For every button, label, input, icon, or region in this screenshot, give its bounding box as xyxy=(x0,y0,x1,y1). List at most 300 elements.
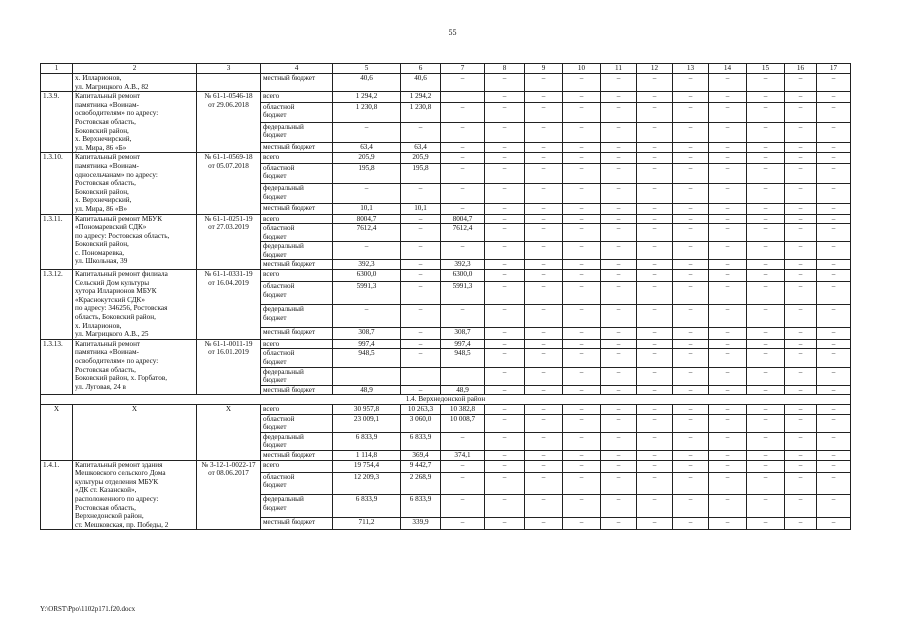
value-col8: – xyxy=(485,153,525,164)
value-col11: – xyxy=(601,460,637,472)
value-col8: – xyxy=(485,203,525,214)
value-col10: – xyxy=(563,460,601,472)
budget-type-cell: областной бюджет xyxy=(261,414,333,432)
value-col10: – xyxy=(563,242,601,260)
value-col8: – xyxy=(485,432,525,450)
value-col5: 23 009,1 xyxy=(333,414,401,432)
value-col8: – xyxy=(485,74,525,92)
budget-type-cell: федеральный бюджет xyxy=(261,367,333,385)
value-col5: 1 230,8 xyxy=(333,102,401,122)
document-cell: № 61-1-0331-19 от 16.04.2019 xyxy=(197,270,261,340)
value-col7 xyxy=(441,367,485,385)
budget-type-cell: всего xyxy=(261,404,333,414)
value-col13: – xyxy=(673,142,709,153)
value-col15: – xyxy=(747,74,785,92)
value-col12: – xyxy=(637,304,673,327)
value-col5: 195,8 xyxy=(333,163,401,183)
value-col16: – xyxy=(785,214,817,224)
row-number-cell: Х xyxy=(41,404,73,460)
value-col9: – xyxy=(525,74,563,92)
value-col14: – xyxy=(709,153,747,164)
value-col17: – xyxy=(817,92,851,103)
value-col12: – xyxy=(637,74,673,92)
value-col10: – xyxy=(563,304,601,327)
value-col14: – xyxy=(709,260,747,270)
value-col17: – xyxy=(817,260,851,270)
value-col6: 6 833,9 xyxy=(401,432,441,450)
value-col6: 195,8 xyxy=(401,163,441,183)
budget-type-cell: местный бюджет xyxy=(261,450,333,460)
value-col7: – xyxy=(441,432,485,450)
value-col8: – xyxy=(485,282,525,305)
value-col12: – xyxy=(637,92,673,103)
value-col8: – xyxy=(485,142,525,153)
value-col14: – xyxy=(709,432,747,450)
value-col15: – xyxy=(747,260,785,270)
budget-type-cell: федеральный бюджет xyxy=(261,183,333,203)
value-col16: – xyxy=(785,367,817,385)
value-col14: – xyxy=(709,214,747,224)
value-col17: – xyxy=(817,163,851,183)
value-col17: – xyxy=(817,242,851,260)
value-col15: – xyxy=(747,203,785,214)
value-col11: – xyxy=(601,242,637,260)
value-col10: – xyxy=(563,472,601,495)
value-col14: – xyxy=(709,183,747,203)
value-col7 xyxy=(441,92,485,103)
value-col9: – xyxy=(525,92,563,103)
column-header: 12 xyxy=(637,64,673,74)
row-number-cell: 1.3.9. xyxy=(41,92,73,153)
value-col9: – xyxy=(525,432,563,450)
value-col5: 392,3 xyxy=(333,260,401,270)
row-number-cell: 1.3.13. xyxy=(41,339,73,395)
value-col8: – xyxy=(485,385,525,395)
value-col5: 8004,7 xyxy=(333,214,401,224)
value-col11: – xyxy=(601,260,637,270)
value-col10: – xyxy=(563,102,601,122)
value-col14: – xyxy=(709,339,747,349)
value-col17: – xyxy=(817,349,851,367)
column-header: 15 xyxy=(747,64,785,74)
value-col10: – xyxy=(563,203,601,214)
value-col7: – xyxy=(441,142,485,153)
object-name-cell: Капитальный ремонт памятника «Воинам- односельчанам» по адресу: Ростовская область, Боковский район, х. Верхнечирский, ул. Мира, 86 «В» xyxy=(73,153,197,214)
value-col16: – xyxy=(785,142,817,153)
value-col6: – xyxy=(401,214,441,224)
value-col6: 339,9 xyxy=(401,518,441,530)
value-col6: 63,4 xyxy=(401,142,441,153)
value-col8: – xyxy=(485,450,525,460)
value-col12: – xyxy=(637,472,673,495)
value-col16: – xyxy=(785,327,817,339)
table-row xyxy=(41,153,851,164)
value-col5: – xyxy=(333,183,401,203)
header-row xyxy=(41,64,851,74)
value-col13: – xyxy=(673,414,709,432)
value-col10: – xyxy=(563,163,601,183)
document-cell: № 61-1-0569-18 от 05.07.2018 xyxy=(197,153,261,214)
value-col6: – xyxy=(401,304,441,327)
value-col15: – xyxy=(747,142,785,153)
value-col13: – xyxy=(673,214,709,224)
value-col6: 10,1 xyxy=(401,203,441,214)
value-col7: 392,3 xyxy=(441,260,485,270)
value-col13: – xyxy=(673,450,709,460)
column-header: 7 xyxy=(441,64,485,74)
value-col11: – xyxy=(601,339,637,349)
budget-type-cell: местный бюджет xyxy=(261,385,333,395)
value-col7: – xyxy=(441,74,485,92)
value-col5: 6 833,9 xyxy=(333,432,401,450)
value-col17: – xyxy=(817,367,851,385)
value-col6: 369,4 xyxy=(401,450,441,460)
value-col16: – xyxy=(785,432,817,450)
value-col17: – xyxy=(817,270,851,282)
value-col15: – xyxy=(747,385,785,395)
value-col16: – xyxy=(785,304,817,327)
value-col16: – xyxy=(785,349,817,367)
value-col15: – xyxy=(747,472,785,495)
value-col5: 711,2 xyxy=(333,518,401,530)
value-col11: – xyxy=(601,304,637,327)
column-header: 17 xyxy=(817,64,851,74)
budget-type-cell: федеральный бюджет xyxy=(261,432,333,450)
value-col8: – xyxy=(485,339,525,349)
value-col10: – xyxy=(563,327,601,339)
budget-type-cell: федеральный бюджет xyxy=(261,304,333,327)
value-col13: – xyxy=(673,224,709,242)
budget-type-cell: всего xyxy=(261,92,333,103)
value-col12: – xyxy=(637,327,673,339)
object-name-cell: Капитальный ремонт МБУК «Пономаревский СДК» по адресу: Ростовская область, Боковский район, с. Пономаревка, ул. Школьная, 39 xyxy=(73,214,197,270)
value-col11: – xyxy=(601,92,637,103)
value-col9: – xyxy=(525,183,563,203)
value-col11: – xyxy=(601,153,637,164)
value-col6: – xyxy=(401,183,441,203)
budget-type-cell: всего xyxy=(261,270,333,282)
value-col10: – xyxy=(563,122,601,142)
value-col17: – xyxy=(817,142,851,153)
value-col16: – xyxy=(785,163,817,183)
value-col8: – xyxy=(485,242,525,260)
value-col8: – xyxy=(485,304,525,327)
value-col9: – xyxy=(525,450,563,460)
value-col8: – xyxy=(485,518,525,530)
value-col7: – xyxy=(441,472,485,495)
value-col12: – xyxy=(637,414,673,432)
value-col12: – xyxy=(637,102,673,122)
value-col9: – xyxy=(525,414,563,432)
value-col11: – xyxy=(601,163,637,183)
value-col11: – xyxy=(601,102,637,122)
value-col8: – xyxy=(485,472,525,495)
value-col16: – xyxy=(785,92,817,103)
column-header: 13 xyxy=(673,64,709,74)
value-col13: – xyxy=(673,153,709,164)
row-number-cell xyxy=(41,74,73,92)
value-col8: – xyxy=(485,404,525,414)
value-col13: – xyxy=(673,92,709,103)
budget-type-cell: всего xyxy=(261,339,333,349)
value-col11: – xyxy=(601,414,637,432)
value-col8: – xyxy=(485,460,525,472)
value-col12: – xyxy=(637,282,673,305)
value-col10: – xyxy=(563,414,601,432)
value-col9: – xyxy=(525,163,563,183)
value-col15: – xyxy=(747,122,785,142)
value-col15: – xyxy=(747,270,785,282)
value-col7: 308,7 xyxy=(441,327,485,339)
table-row xyxy=(41,339,851,349)
value-col6: 9 442,7 xyxy=(401,460,441,472)
column-header: 8 xyxy=(485,64,525,74)
value-col5: – xyxy=(333,304,401,327)
value-col10: – xyxy=(563,385,601,395)
value-col6 xyxy=(401,367,441,385)
value-col14: – xyxy=(709,242,747,260)
value-col15: – xyxy=(747,367,785,385)
value-col15: – xyxy=(747,327,785,339)
value-col6: – xyxy=(401,327,441,339)
value-col5: 6300,0 xyxy=(333,270,401,282)
value-col16: – xyxy=(785,460,817,472)
value-col10: – xyxy=(563,214,601,224)
budget-type-cell: областной бюджет xyxy=(261,349,333,367)
value-col12: – xyxy=(637,214,673,224)
value-col10: – xyxy=(563,339,601,349)
value-col9: – xyxy=(525,224,563,242)
value-col16: – xyxy=(785,385,817,395)
row-number-cell: 1.4.1. xyxy=(41,460,73,530)
column-header: 1 xyxy=(41,64,73,74)
row-number-cell: 1.3.10. xyxy=(41,153,73,214)
value-col15: – xyxy=(747,339,785,349)
value-col15: – xyxy=(747,414,785,432)
table-row xyxy=(41,214,851,224)
value-col15: – xyxy=(747,450,785,460)
value-col13: – xyxy=(673,242,709,260)
value-col10: – xyxy=(563,224,601,242)
value-col12: – xyxy=(637,270,673,282)
value-col13: – xyxy=(673,367,709,385)
value-col7: – xyxy=(441,460,485,472)
value-col13: – xyxy=(673,102,709,122)
row-number-cell: 1.3.11. xyxy=(41,214,73,270)
value-col14: – xyxy=(709,404,747,414)
value-col7: 948,5 xyxy=(441,349,485,367)
value-col12: – xyxy=(637,163,673,183)
value-col7: 8004,7 xyxy=(441,214,485,224)
value-col8: – xyxy=(485,92,525,103)
value-col6: – xyxy=(401,270,441,282)
value-col9: – xyxy=(525,304,563,327)
table-body xyxy=(41,64,851,530)
value-col12: – xyxy=(637,349,673,367)
value-col16: – xyxy=(785,518,817,530)
value-col16: – xyxy=(785,270,817,282)
column-header: 6 xyxy=(401,64,441,74)
value-col10: – xyxy=(563,74,601,92)
value-col7: – xyxy=(441,183,485,203)
value-col11: – xyxy=(601,367,637,385)
value-col17: – xyxy=(817,327,851,339)
value-col14: – xyxy=(709,472,747,495)
value-col14: – xyxy=(709,304,747,327)
value-col10: – xyxy=(563,270,601,282)
value-col14: – xyxy=(709,92,747,103)
value-col12: – xyxy=(637,432,673,450)
object-name-cell: Капитальный ремонт филиала Сельский Дом культуры хутора Илларионов МБУК «Краснокутский СДК» по адресу: 346256, Ростовская область, Боковский район, х. Илларионов, ул. Магрицкого А.В., 25 xyxy=(73,270,197,340)
value-col16: – xyxy=(785,260,817,270)
value-col5: 308,7 xyxy=(333,327,401,339)
page-number: 55 xyxy=(448,28,457,37)
object-name-cell: Капитальный ремонт памятника «Воинам- освободителям» по адресу: Ростовская область, Боковский район, х. Верхнечирский, ул. Мира, 86 «Б» xyxy=(73,92,197,153)
value-col15: – xyxy=(747,163,785,183)
document-cell: № 61-1-0011-19 от 16.01.2019 xyxy=(197,339,261,395)
value-col12: – xyxy=(637,242,673,260)
value-col12: – xyxy=(637,122,673,142)
value-col13: – xyxy=(673,74,709,92)
value-col7: – xyxy=(441,242,485,260)
value-col15: – xyxy=(747,242,785,260)
value-col16: – xyxy=(785,282,817,305)
value-col16: – xyxy=(785,450,817,460)
value-col7: 48,9 xyxy=(441,385,485,395)
value-col17: – xyxy=(817,304,851,327)
section-title: 1.4. Верхнедонской район xyxy=(41,395,851,405)
value-col15: – xyxy=(747,495,785,518)
value-col8: – xyxy=(485,327,525,339)
value-col5: 10,1 xyxy=(333,203,401,214)
value-col9: – xyxy=(525,270,563,282)
value-col16: – xyxy=(785,153,817,164)
value-col11: – xyxy=(601,495,637,518)
value-col12: – xyxy=(637,385,673,395)
value-col7: – xyxy=(441,153,485,164)
value-col9: – xyxy=(525,367,563,385)
value-col15: – xyxy=(747,432,785,450)
value-col6: 10 263,3 xyxy=(401,404,441,414)
value-col16: – xyxy=(785,495,817,518)
value-col14: – xyxy=(709,327,747,339)
value-col8: – xyxy=(485,414,525,432)
value-col15: – xyxy=(747,183,785,203)
value-col11: – xyxy=(601,518,637,530)
value-col12: – xyxy=(637,203,673,214)
value-col9: – xyxy=(525,242,563,260)
value-col10: – xyxy=(563,183,601,203)
value-col13: – xyxy=(673,260,709,270)
value-col8: – xyxy=(485,260,525,270)
value-col15: – xyxy=(747,153,785,164)
value-col9: – xyxy=(525,153,563,164)
value-col11: – xyxy=(601,432,637,450)
value-col14: – xyxy=(709,142,747,153)
document-cell: № 61-1-0251-19 от 27.03.2019 xyxy=(197,214,261,270)
value-col10: – xyxy=(563,92,601,103)
value-col10: – xyxy=(563,450,601,460)
value-col16: – xyxy=(785,404,817,414)
column-header: 5 xyxy=(333,64,401,74)
value-col17: – xyxy=(817,282,851,305)
value-col10: – xyxy=(563,495,601,518)
budget-type-cell: местный бюджет xyxy=(261,74,333,92)
value-col14: – xyxy=(709,495,747,518)
value-col11: – xyxy=(601,282,637,305)
value-col9: – xyxy=(525,349,563,367)
value-col6: – xyxy=(401,224,441,242)
value-col14: – xyxy=(709,203,747,214)
value-col17: – xyxy=(817,472,851,495)
value-col5: 5991,3 xyxy=(333,282,401,305)
value-col7: – xyxy=(441,102,485,122)
value-col14: – xyxy=(709,460,747,472)
value-col6: 205,9 xyxy=(401,153,441,164)
value-col7: – xyxy=(441,518,485,530)
value-col8: – xyxy=(485,270,525,282)
value-col6: – xyxy=(401,349,441,367)
value-col17: – xyxy=(817,518,851,530)
table-row xyxy=(41,460,851,472)
table-row xyxy=(41,92,851,103)
value-col5: 7612,4 xyxy=(333,224,401,242)
budget-type-cell: всего xyxy=(261,153,333,164)
document-cell: № 3-12-1-0022-17 от 08.06.2017 xyxy=(197,460,261,530)
value-col13: – xyxy=(673,339,709,349)
budget-type-cell: местный бюджет xyxy=(261,142,333,153)
value-col8: – xyxy=(485,183,525,203)
column-header: 11 xyxy=(601,64,637,74)
value-col16: – xyxy=(785,74,817,92)
value-col14: – xyxy=(709,224,747,242)
value-col9: – xyxy=(525,385,563,395)
value-col6: – xyxy=(401,242,441,260)
value-col7: – xyxy=(441,122,485,142)
value-col6: – xyxy=(401,385,441,395)
value-col11: – xyxy=(601,450,637,460)
value-col17: – xyxy=(817,122,851,142)
document-cell: № 61-1-0546-18 от 29.06.2018 xyxy=(197,92,261,153)
value-col16: – xyxy=(785,472,817,495)
table-row xyxy=(41,404,851,414)
column-header: 14 xyxy=(709,64,747,74)
value-col5: – xyxy=(333,122,401,142)
value-col11: – xyxy=(601,224,637,242)
object-name-cell: Х xyxy=(73,404,197,460)
value-col12: – xyxy=(637,224,673,242)
value-col15: – xyxy=(747,304,785,327)
value-col13: – xyxy=(673,270,709,282)
budget-type-cell: областной бюджет xyxy=(261,282,333,305)
value-col11: – xyxy=(601,183,637,203)
column-header: 3 xyxy=(197,64,261,74)
value-col5: 997,4 xyxy=(333,339,401,349)
value-col13: – xyxy=(673,203,709,214)
value-col13: – xyxy=(673,385,709,395)
value-col7: 997,4 xyxy=(441,339,485,349)
value-col6: – xyxy=(401,339,441,349)
value-col7: – xyxy=(441,163,485,183)
value-col7: 7612,4 xyxy=(441,224,485,242)
column-header: 10 xyxy=(563,64,601,74)
value-col14: – xyxy=(709,367,747,385)
value-col17: – xyxy=(817,432,851,450)
budget-type-cell: местный бюджет xyxy=(261,327,333,339)
value-col7: 374,1 xyxy=(441,450,485,460)
value-col8: – xyxy=(485,495,525,518)
value-col11: – xyxy=(601,327,637,339)
